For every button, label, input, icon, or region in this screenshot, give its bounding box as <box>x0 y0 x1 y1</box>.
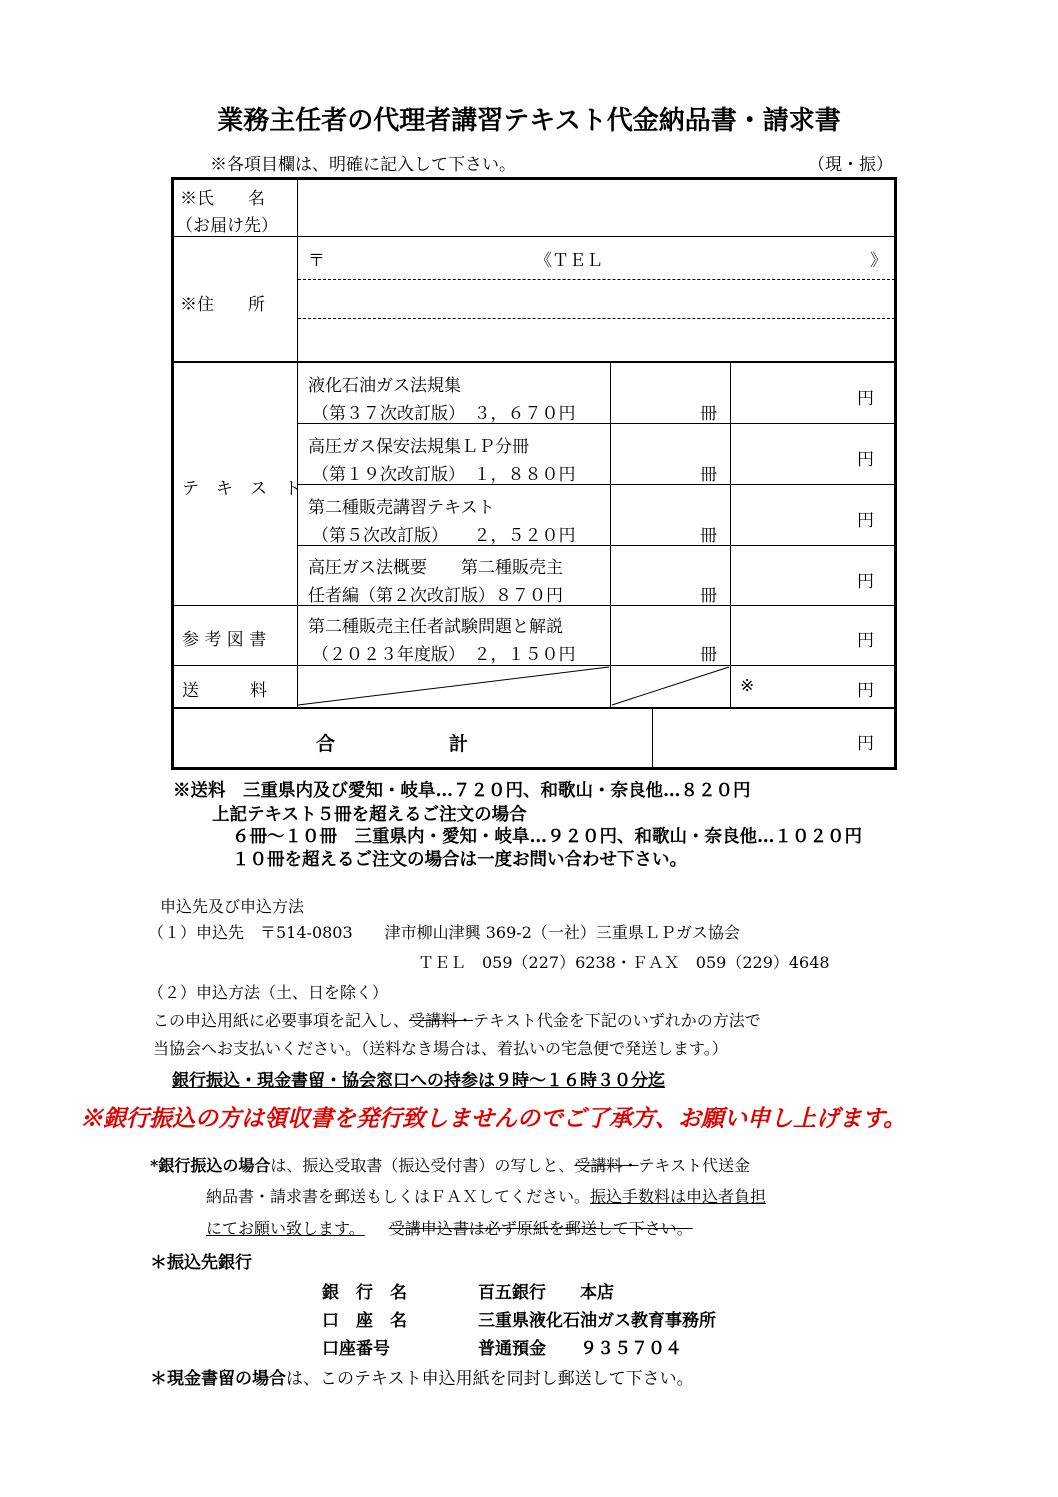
yen-unit: 円 <box>857 511 874 531</box>
tel-open: 《ＴＥＬ <box>535 251 603 271</box>
amount-field[interactable] <box>733 426 851 481</box>
copies-unit: 冊 <box>700 465 717 485</box>
bank-para-3 <box>206 1216 693 1239</box>
apply-heading: 申込先及び申込方法 <box>160 897 305 916</box>
item-name: 第二種販売主任者試験問題と解説 <box>308 617 563 637</box>
apply-address: （１）申込先 〒514-0803 津市柳山津興 369-2（一社）三重県ＬＰガス協会 <box>148 923 740 942</box>
postal-code-field[interactable] <box>330 240 525 276</box>
shipping-note-4: １０冊を超えるご注文の場合は一度お問い合わせ下さい。 <box>232 850 687 870</box>
item-edition-price: （第５次改訂版） ２，５２０円 <box>312 526 576 546</box>
yen-unit: 円 <box>857 681 874 701</box>
bank-para-2 <box>206 1184 766 1207</box>
col-divider <box>652 708 653 770</box>
cash-registered-note <box>150 1364 694 1389</box>
total-label: 合 計 <box>316 733 469 755</box>
item-name: 液化石油ガス法規集 <box>308 376 461 396</box>
name-label: ※氏 名 <box>180 189 265 209</box>
text: この申込用紙に必要事項を記入し、 <box>153 1011 410 1030</box>
office-hours: 銀行振込・現金書留・協会窓口への持参は９時～１６時３０分迄 <box>172 1071 665 1091</box>
bold-text: *銀行振込の場合 <box>150 1156 271 1175</box>
shipping-note-2: 上記テキスト５冊を超えるご注文の場合 <box>212 805 527 825</box>
yen-unit: 円 <box>857 734 874 754</box>
postal-mark: 〒 <box>308 251 325 271</box>
underlined-text: にてお願い致します。 <box>206 1219 365 1238</box>
red-notice: ※銀行振込の方は領収書を発行致しませんのでご了承方、お願い申し上げます。 <box>80 1105 907 1132</box>
account-number-value: 普通預金 ９３５７０４ <box>478 1339 682 1359</box>
bank-name-label: 銀 行 名 <box>322 1283 407 1303</box>
account-name-value: 三重県液化石油ガス教育事務所 <box>478 1311 716 1331</box>
tel-field[interactable] <box>600 240 865 276</box>
text-section-label: テ キ ス ト <box>182 479 301 499</box>
bank-heading: ＊振込先銀行 <box>150 1253 252 1273</box>
yen-unit: 円 <box>857 631 874 651</box>
bold-text: ＊現金書留の場合 <box>150 1369 286 1389</box>
item-name: 高圧ガス法概要 第二種販売主 <box>308 558 563 578</box>
yen-unit: 円 <box>857 572 874 592</box>
payment-type-mark: （現・振） <box>808 155 893 175</box>
copies-unit: 冊 <box>700 586 717 606</box>
page-title: 業務主任者の代理者講習テキスト代金納品書・請求書 <box>217 106 841 136</box>
address-dashed-line <box>298 279 895 280</box>
address-field[interactable] <box>300 282 894 358</box>
text: は、振込受取書（振込受付書）の写しと、 <box>270 1156 575 1175</box>
quantity-field[interactable] <box>613 365 693 420</box>
col-divider <box>610 362 611 708</box>
yen-unit: 円 <box>857 450 874 470</box>
strikethrough-text: 受講申込書は必ず原紙を郵送して下さい。 <box>388 1219 693 1238</box>
fill-instruction: ※各項目欄は、明確に記入して下さい。 <box>210 155 516 175</box>
apply-phone-fax: ＴＥＬ 059（227）6238・ＦＡＸ 059（229）4648 <box>418 953 830 972</box>
row-divider <box>171 665 897 666</box>
bank-para-1 <box>150 1153 750 1176</box>
copies-unit: 冊 <box>700 404 717 424</box>
shipping-note-3: ６冊～１０冊 三重県内・愛知・岐阜…９２０円、和歌山・奈良他…１０２０円 <box>232 827 862 847</box>
row-divider <box>171 707 897 709</box>
text: テキスト代金を下記のいずれかの方法で <box>473 1011 761 1030</box>
strikethrough-text: 受講料・ <box>409 1011 474 1030</box>
copies-unit: 冊 <box>700 645 717 665</box>
apply-instruction-2: 当協会へお支払いください。（送料なき場合は、着払いの宅急便で発送します。） <box>153 1039 728 1058</box>
name-field[interactable] <box>300 182 894 234</box>
item-name: 高圧ガス保安法規集ＬＰ分冊 <box>308 437 529 457</box>
shipping-amount-field[interactable] <box>762 668 852 704</box>
row-divider <box>171 361 897 363</box>
bank-name-value: 百五銀行 本店 <box>478 1283 614 1303</box>
tel-close: 》 <box>870 251 887 271</box>
account-number-label: 口座番号 <box>322 1339 390 1359</box>
name-sublabel: （お届け先） <box>176 216 278 236</box>
shipping-note-1: ※送料 三重県内及び愛知・岐阜…７２０円、和歌山・奈良他…８２０円 <box>173 781 751 801</box>
item-edition-price: （第３７次改訂版） ３，６７０円 <box>312 404 576 424</box>
amount-field[interactable] <box>733 548 851 602</box>
quantity-field[interactable] <box>613 487 693 542</box>
yen-unit: 円 <box>857 389 874 409</box>
strikethrough-text: 受講料・ <box>574 1156 639 1175</box>
total-amount-field[interactable] <box>656 711 851 766</box>
quantity-field[interactable] <box>613 426 693 481</box>
quantity-field[interactable] <box>613 548 693 602</box>
copies-unit: 冊 <box>700 526 717 546</box>
address-label: ※住 所 <box>180 295 265 315</box>
amount-field[interactable] <box>733 365 851 420</box>
text: は、このテキスト申込用紙を同封し郵送して下さい。 <box>286 1369 694 1389</box>
row-divider <box>171 236 897 237</box>
amount-field[interactable] <box>733 487 851 542</box>
shipping-mark: ※ <box>740 676 755 696</box>
item-edition-price: （第１９次改訂版） １，８８０円 <box>312 465 576 485</box>
underlined-text: 振込手数料は申込者負担 <box>590 1187 767 1206</box>
col-divider <box>730 362 731 708</box>
quantity-field[interactable] <box>613 608 693 662</box>
apply-instruction-1 <box>153 1008 761 1031</box>
item-edition-price: 任者編（第２次改訂版）８７０円 <box>308 586 563 606</box>
item-name: 第二種販売講習テキスト <box>308 498 495 518</box>
col-divider <box>297 177 298 708</box>
item-edition-price: （２０２３年度版） ２，１５０円 <box>312 645 576 665</box>
text: 納品書・請求書を郵送もしくはＦＡＸしてください。 <box>206 1187 591 1206</box>
amount-field[interactable] <box>733 608 851 662</box>
account-name-label: 口 座 名 <box>322 1311 407 1331</box>
reference-section-label: 参 考 図 書 <box>182 630 267 650</box>
apply-method: （２）申込方法（土、日を除く） <box>148 983 389 1002</box>
shipping-label: 送 料 <box>182 681 267 701</box>
text: テキスト代送金 <box>638 1156 751 1175</box>
